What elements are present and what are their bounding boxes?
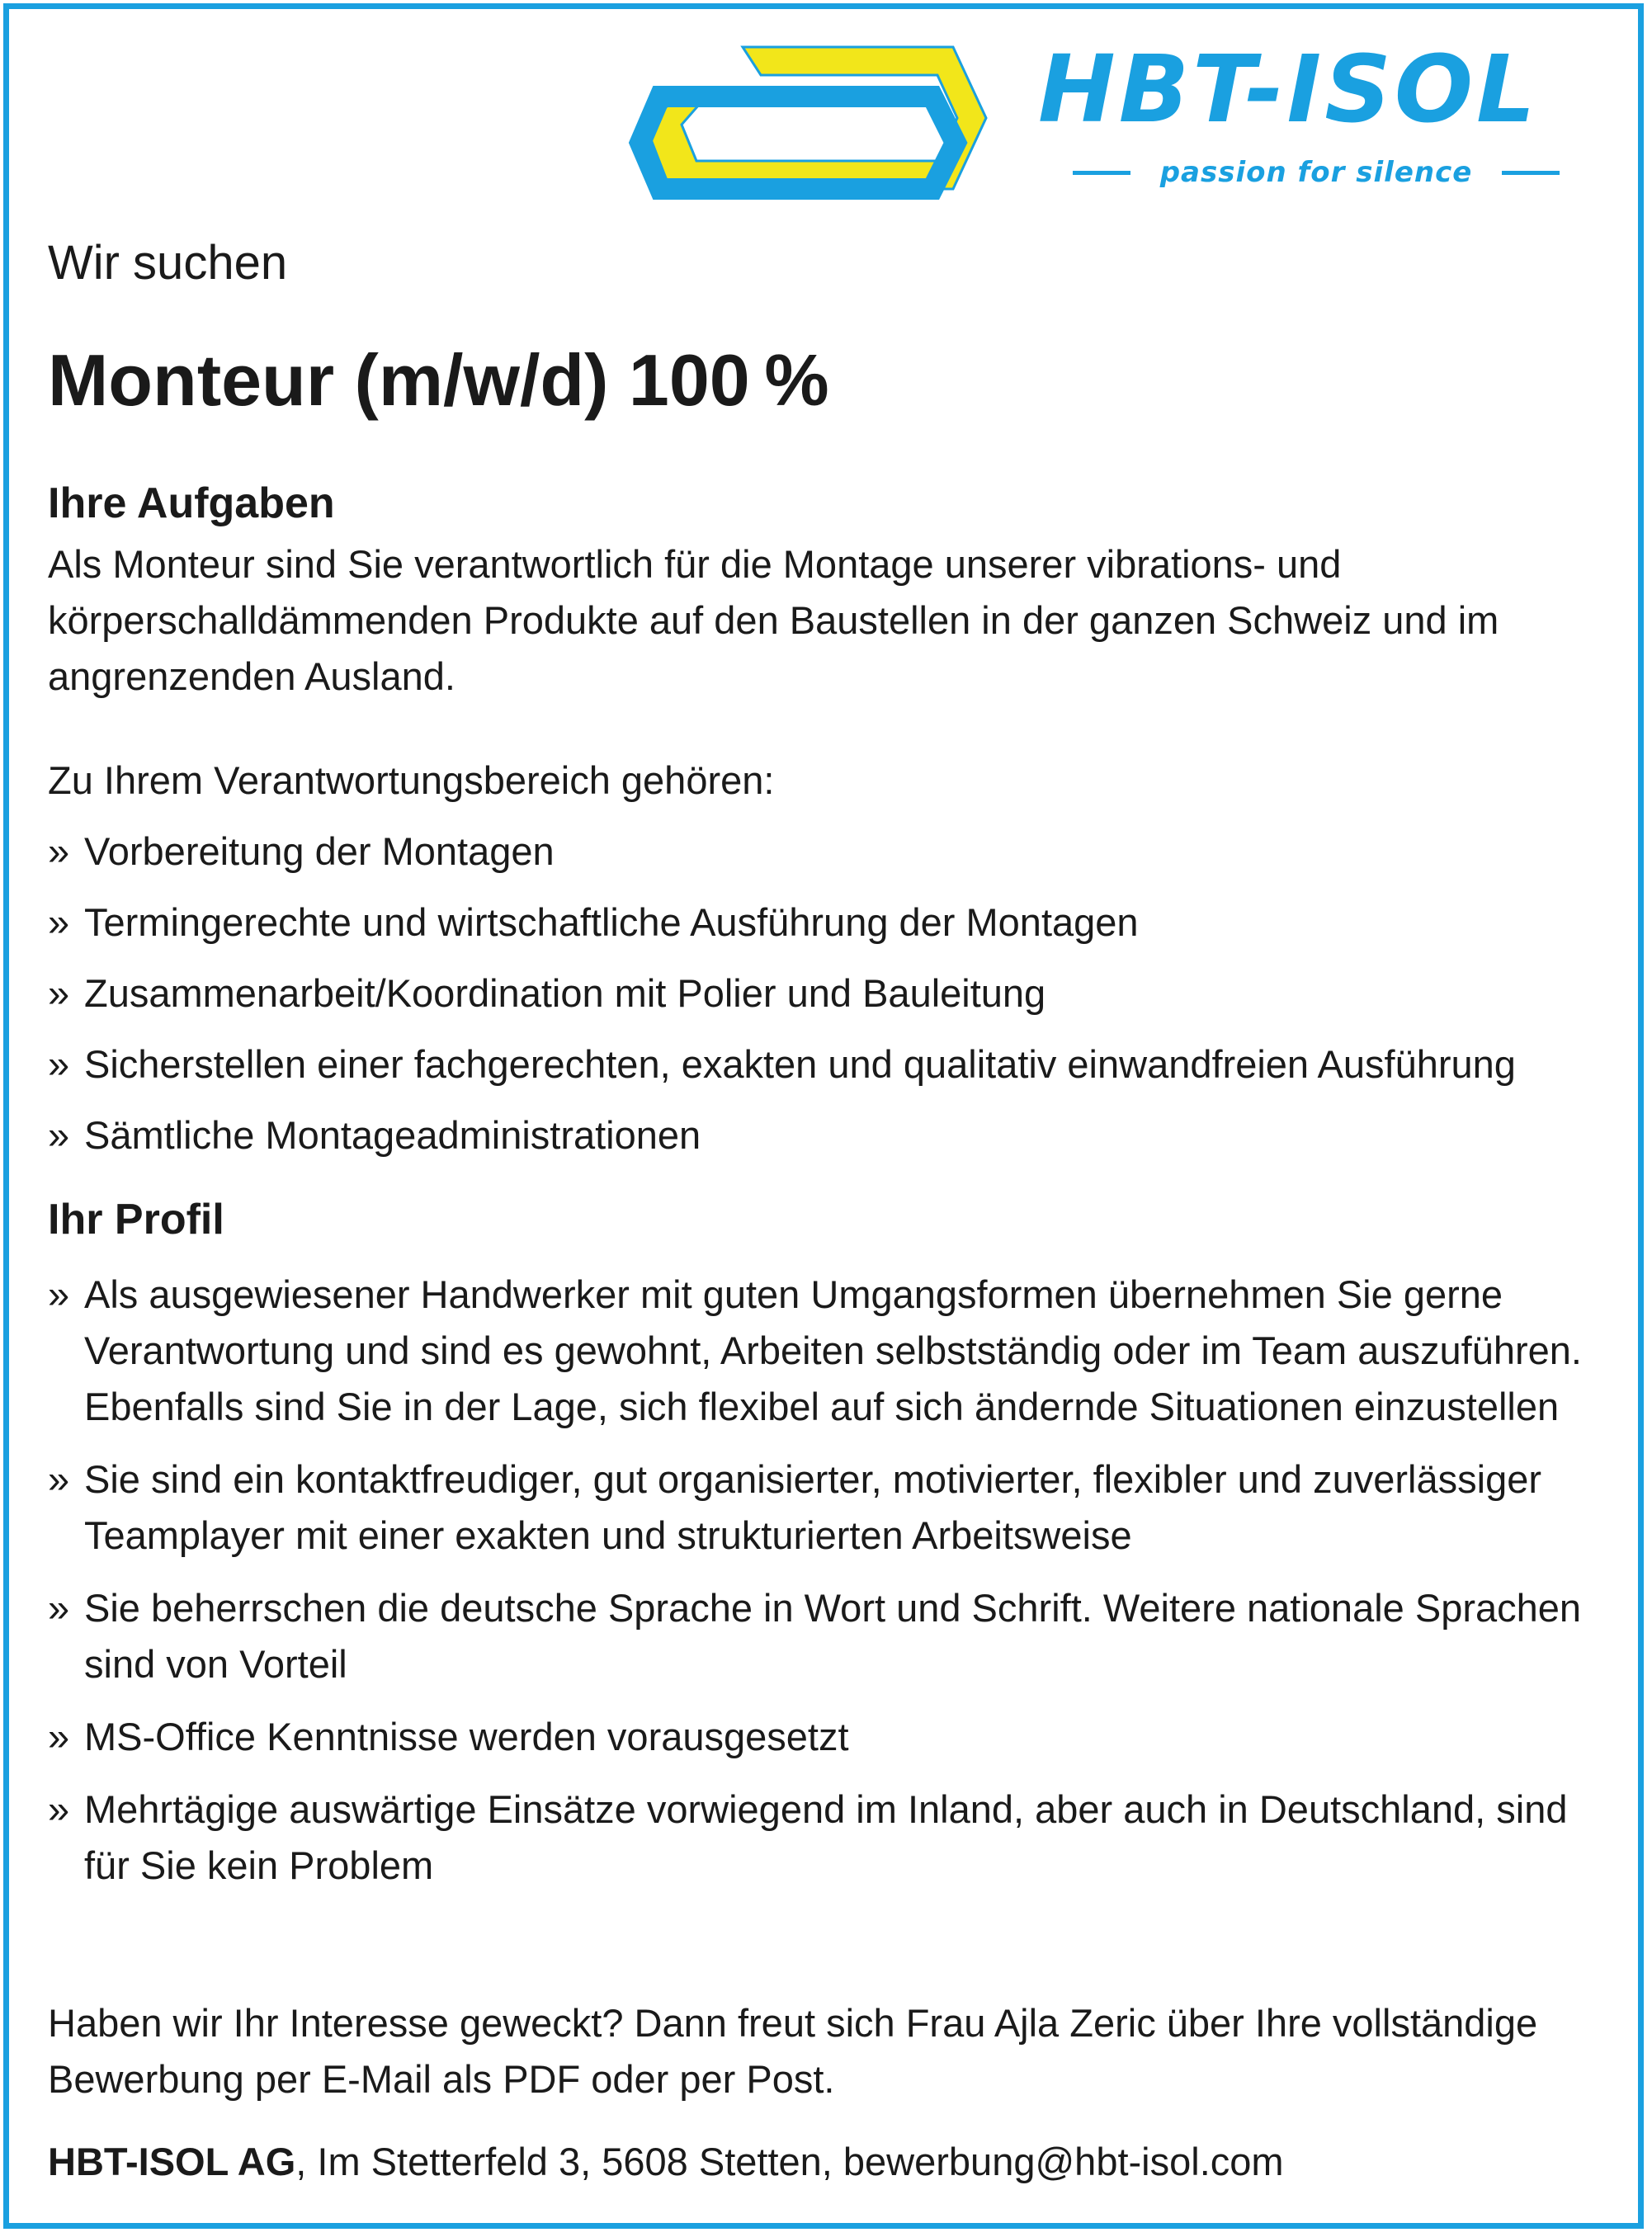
- list-item: » Sie beherrschen die deutsche Sprache in Wort und Schrift. Weitere nationale Sprachen sind von Vorteil: [48, 1580, 1607, 1692]
- brand-tagline: [1052, 148, 1580, 197]
- list-item: » Als ausgewiesener Handwerker mit guten Umgangsformen übernehmen Sie gerne Verantwortung und sind es gewohnt, Arbeiten selbstständig oder im Team auszuführen. Ebenfalls sind Sie in der Lage, sich flexibel auf sich ändernde Situationen einzustellen: [48, 1267, 1607, 1435]
- tasks-list: [48, 824, 1607, 1178]
- closing-text: Haben wir Ihr Interesse geweckt? Dann freut sich Frau Ajla Zeric über Ihre vollständige Bewerbung per E-Mail als PDF oder per Post.: [48, 2001, 1538, 2101]
- logo-mark-icon: [627, 37, 1023, 202]
- list-item: » Sie sind ein kontaktfreudiger, gut organisierter, motivierter, flexibler und zuverlässiger Teamplayer mit einer exakten und strukturierten Arbeitsweise: [48, 1451, 1607, 1564]
- company-address: , Im Stetterfeld 3, 5608 Stetten,: [295, 2140, 843, 2183]
- profile-list: [48, 1267, 1607, 1910]
- list-item: » Vorbereitung der Montagen: [48, 824, 1607, 880]
- tasks-heading: Ihre Aufgaben: [48, 479, 335, 527]
- list-item: » MS-Office Kenntnisse werden vorausgesetzt: [48, 1709, 1607, 1765]
- profile-heading: Ihr Profil: [48, 1196, 224, 1244]
- contact-email[interactable]: bewerbung@hbt-isol.com: [843, 2140, 1284, 2183]
- list-item: » Zusammenarbeit/Koordination mit Polier und Bauleitung: [48, 965, 1607, 1022]
- tagline-dash-left: [1073, 171, 1130, 175]
- job-title: Monteur (m/w/d) 100 %: [48, 339, 829, 421]
- tasks-list-intro: Zu Ihrem Verantwortungsbereich gehören:: [48, 758, 775, 802]
- list-item: » Termingerechte und wirtschaftliche Ausführung der Montagen: [48, 894, 1607, 951]
- tasks-description: Als Monteur sind Sie verantwortlich für die Montage unserer vibrations- und körperschalldämmenden Produkte auf den Baustellen in der ganzen Schweiz und im angrenzenden Ausland.: [48, 542, 1499, 698]
- list-item: » Sämtliche Montageadministrationen: [48, 1107, 1607, 1163]
- brand-name: HBT-ISOL: [1038, 36, 1539, 144]
- company-logo: [627, 37, 1617, 202]
- intro-text: Wir suchen: [48, 236, 288, 290]
- list-item: » Sicherstellen einer fachgerechten, exakten und qualitativ einwandfreien Ausführung: [48, 1036, 1607, 1093]
- contact-line: [48, 2134, 1284, 2190]
- tagline-dash-right: [1502, 171, 1560, 175]
- list-item: » Mehrtägige auswärtige Einsätze vorwiegend im Inland, aber auch in Deutschland, sind für Sie kein Problem: [48, 1782, 1607, 1894]
- company-name: HBT-ISOL AG: [48, 2140, 296, 2183]
- tagline-text: passion for silence: [1159, 156, 1473, 189]
